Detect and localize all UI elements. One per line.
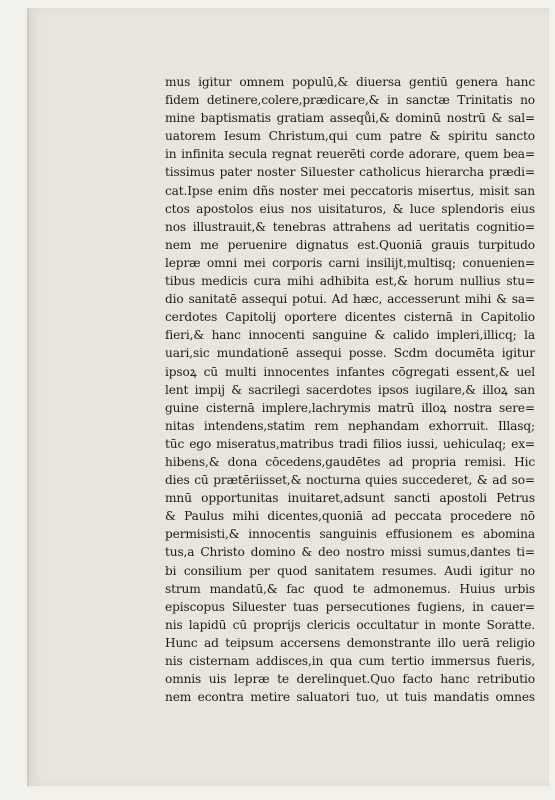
text-line: nis lapidū cū proprijs clericis occultatur in monte Soratte. xyxy=(165,617,535,632)
text-line: nem econtra metire saluatori tuo, ut tuis mandatis omnes xyxy=(165,690,535,705)
text-line: mine baptismatis gratiam asseqůi,& dominū nostrū & sal= xyxy=(165,111,535,126)
text-line: hibens,& dona cōcedens,gaudētes ad propria remisi. Hic xyxy=(165,454,535,469)
text-line: tūc ego miseratus,matribus tradi filios iussi, uehiculaq; ex= xyxy=(165,436,535,451)
text-line: bi consilium per quod sanitatem resumes. Audi igitur no xyxy=(165,563,535,578)
text-line: tus,a Christo domino & deo nostro missi sumus,dantes ti= xyxy=(165,545,535,560)
text-line: guine cisternā implere,lachrymis matrū illoꝝ nostra sere= xyxy=(165,400,535,415)
text-line: dies cū prætēriisset,& nocturna quies succederet, & ad so= xyxy=(165,473,535,488)
text-line: nos illustrauit,& tenebras attrahens ad ueritatis cognitio= xyxy=(165,219,535,234)
text-line: lepræ omni mei corporis carni insilijt,multisq; conuenien= xyxy=(165,255,535,270)
text-line: ipsoꝝ cū multi innocentes infantes cōgregati essent,& uel xyxy=(165,364,535,379)
text-line: nem me peruenire dignatus est.Quoniā grauis turpitudo xyxy=(165,237,535,252)
text-line: uatorem Iesum Christum,qui cum patre & spiritu sancto xyxy=(165,129,535,144)
text-line: uari,sic mundationē assequi posse. Scdm documēta igitur xyxy=(165,346,535,361)
text-line: nis cisternam addisces,in qua cum tertio immersus fueris, xyxy=(165,654,535,668)
text-line: fidem detinere,colere,prædicare,& in sanctæ Trinitatis no xyxy=(165,93,535,108)
text-line: ctos apostolos eius nos uisitaturos, & luce splendoris eius xyxy=(165,201,535,216)
text-line: cerdotes Capitolij oportere dicentes cisternā in Capitolio xyxy=(165,310,535,325)
text-line: strum mandatū,& fac quod te admonemus. Huius urbis xyxy=(165,581,535,596)
text-line: in infinita secula regnat reuerēti corde adorare, quem bea= xyxy=(165,147,535,162)
text-line: dio sanitatē assequi potui. Ad hæc, accesserunt mihi & sa= xyxy=(165,292,535,307)
text-line: tissimus pater noster Siluester catholicus hierarcha prædi= xyxy=(165,165,535,180)
text-line: cat.Ipse enim dñs noster mei peccatoris misertus, misit san xyxy=(165,183,535,198)
text-line: lent impij & sacrilegi sacerdotes ipsos iugilare,& illoꝝ san xyxy=(165,382,535,397)
text-line: mnū opportunitas inuitaret,adsunt sancti apostoli Petrus xyxy=(165,491,535,506)
text-line: fieri,& hanc innocenti sanguine & calido impleri,illicq; la xyxy=(165,328,535,343)
text-line: nitas intendens,statim rem nephandam exhorruit. Illasq; xyxy=(165,418,535,433)
text-line: mus igitur omnem populū,& diuersa gentiū genera hanc xyxy=(165,75,535,89)
text-line: Hunc ad teipsum accersens demonstrante illo uerā religio xyxy=(165,635,535,650)
latin-text-block xyxy=(165,73,535,706)
text-line: episcopus Siluester tuas persecutiones fugiens, in cauer= xyxy=(165,599,535,614)
text-line: omnis uis lepræ te derelinquet.Quo facto hanc retributio xyxy=(165,672,535,687)
text-line: permisisti,& innocentis sanguinis effusionem es abomina xyxy=(165,527,535,542)
text-line: tibus medicis cura mihi adhibita est,& horum nullius stu= xyxy=(165,274,535,289)
text-line: & Paulus mihi dicentes,quoniā ad peccata procedere nō xyxy=(165,509,535,524)
